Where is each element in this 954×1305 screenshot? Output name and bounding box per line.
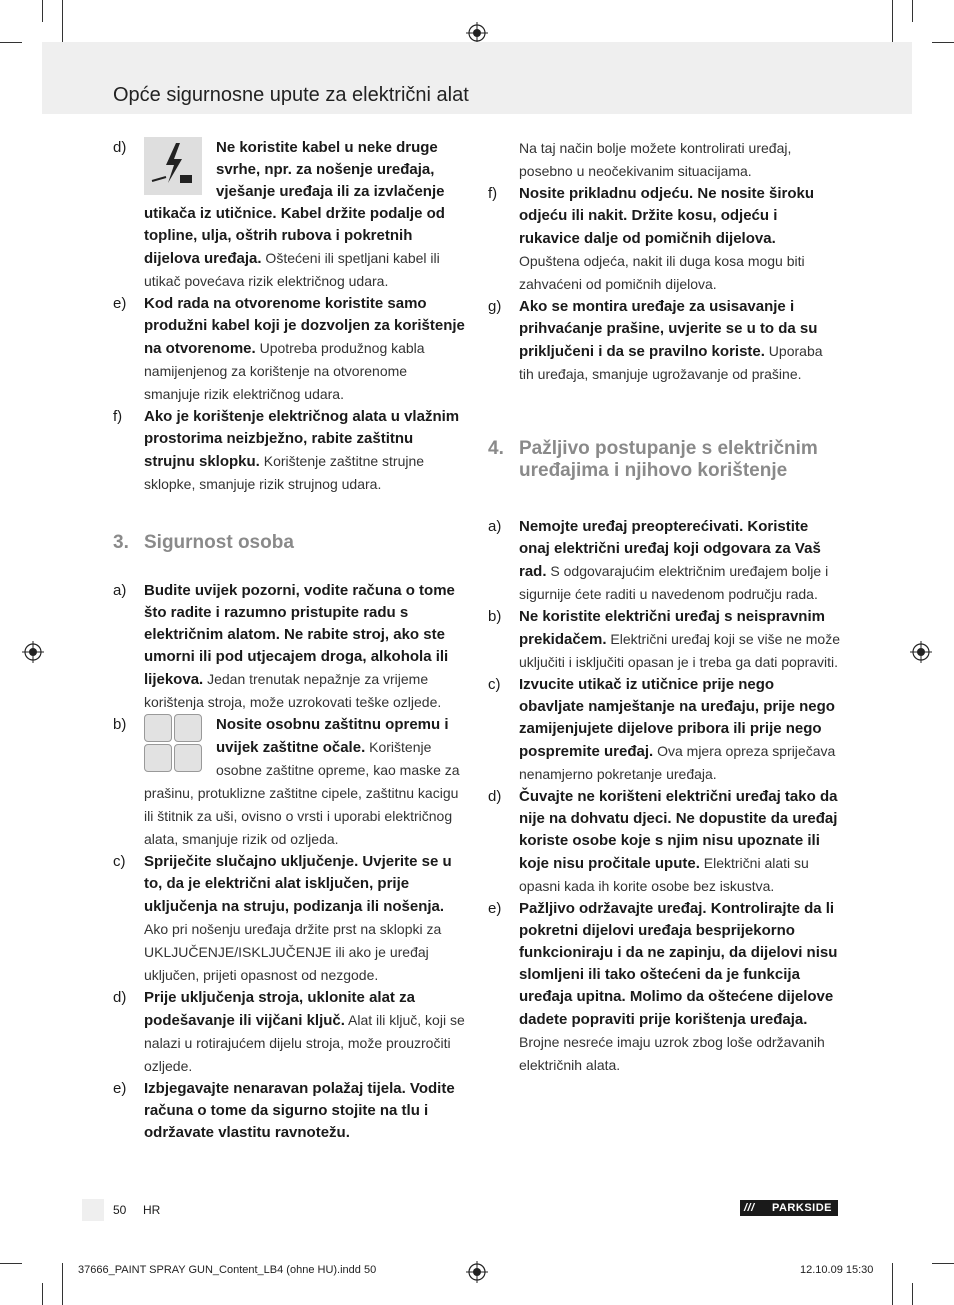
list-item (488, 674, 840, 786)
crop-mark (0, 1263, 22, 1264)
item-text: Alat ili ključ, koji se nalazi u rotirajućem dijelu stroja, može prouzročiti ozljede. (144, 1012, 465, 1074)
list-item (113, 293, 465, 406)
list-item (113, 406, 465, 496)
registration-mark-icon (466, 22, 488, 44)
item-bold-text: Pažljivo održavajte uređaj. Kontrolirajte da li pokretni dijelovi uređaja besprijekorno funkcioniraju i da ne zapinju, da dijelovi nisu slomljeni ili tako oštećeni da je funkcija uređaja upitna. Molimo da oštećene dijelove dadete popraviti prije korištenja uređaja. (519, 900, 838, 1028)
item-label: d) (113, 139, 127, 156)
crop-mark (42, 0, 43, 22)
item-label: f) (113, 408, 123, 425)
crop-mark (42, 1283, 43, 1305)
section-heading (488, 438, 840, 482)
crop-mark (62, 1263, 63, 1305)
parkside-logo (740, 1200, 838, 1216)
item-text: Korištenje zaštitne strujne sklopke, smanjuje rizik strujnog udara. (144, 453, 425, 492)
section-title: Sigurnost osoba (144, 532, 294, 553)
item-bold-text: Spriječite slučajno uključenje. Uvjerite se u to, da je električni alat isključen, prije uključenja na struju, podizanja ili nošenja. (144, 853, 452, 915)
item-label: a) (488, 518, 502, 535)
item-bold-text: Ne koristite električni uređaj s neispravnim prekidačem. (519, 608, 825, 648)
list-item (488, 296, 840, 386)
item-text: Jedan trenutak nepažnje za vrijeme korištenja stroja, može uzrokovati teške ozljede. (144, 671, 442, 710)
item-label: e) (488, 900, 502, 917)
item-text: Ako pri nošenju uređaja držite prst na sklopki za UKLJUČENJE/ISKLJUČENJE ili ako je uređaj uključen, prijeti opasnost od nezgode. (144, 921, 442, 983)
item-bold-text: Izbjegavajte nenaravan polažaj tijela. Vodite računa o tome da sigurno stojite na tlu i održavate vlastitu ravnotežu. (144, 1080, 455, 1141)
item-bold-text: Ne koristite kabel u neke druge svrhe, npr. za nošenje uređaja, vješanje uređaja ili za izvlačenje utikača iz utičnice. Kabel držite podalje od topline, ulja, oštrih rubova i pokretnih dijelova uređaja. (144, 139, 445, 267)
item-text: Električni alati su opasni kada ih korite osobe bez iskustva. (519, 855, 809, 894)
crop-mark (912, 0, 913, 22)
list-item (488, 898, 840, 1077)
registration-mark-icon (466, 1261, 488, 1283)
crop-mark (892, 0, 893, 42)
item-bold-text: Izvucite utikač iz utičnice prije nego obavljate namještanje na uređaju, prije nego zamijenjujete dijelove pribora ili prije nego pospremite uređaj. (519, 676, 835, 760)
item-label: e) (113, 295, 127, 312)
item-label: a) (113, 582, 127, 599)
item-bold-text: Kod rada na otvorenome koristite samo produžni kabel koji je dozvoljen za korištenje na otvorenome. (144, 295, 465, 357)
item-label: c) (113, 853, 126, 870)
section-heading (113, 532, 465, 554)
registration-mark-icon (22, 641, 44, 663)
item-label: d) (488, 788, 502, 805)
item-label: e) (113, 1080, 127, 1097)
list-item (113, 851, 465, 987)
protective-equipment-icon (144, 714, 202, 772)
item-bold-text: Nemojte uređaj preopterećivati. Koristite onaj električni uređaj koji odgovara za Vaš rad. (519, 518, 821, 580)
list-item (113, 987, 465, 1078)
item-label: b) (113, 716, 127, 733)
print-slug-file: 37666_PAINT SPRAY GUN_Content_LB4 (ohne HU).indd 50 (78, 1264, 377, 1276)
item-label: g) (488, 298, 502, 315)
list-item (488, 137, 840, 183)
list-item (113, 580, 465, 714)
item-text: S odgovarajućim električnim uređajem bolje i sigurnije ćete raditi u navedenom području rada. (519, 563, 829, 602)
page-title: Opće sigurnosne upute za električni alat (113, 84, 469, 106)
item-text: Oštećeni ili spetljani kabel ili utikač povećava rizik električnog udara. (144, 250, 440, 289)
item-text: Ova mjera opreza spriječava nenamjerno pokretanje uređaja. (519, 743, 836, 782)
item-label: c) (488, 676, 501, 693)
logo-text: PARKSIDE (771, 1202, 832, 1214)
item-bold-text: Nosite prikladnu odjeću. Ne nosite široku odjeću ili nakit. Držite kosu, odjeću i rukavice dalje od pomičnih dijelova. (519, 185, 815, 247)
list-item (488, 786, 840, 898)
footer-box (82, 1199, 104, 1221)
list-item (113, 1078, 465, 1144)
item-text: Korištenje osobne zaštitne opreme, kao maske za prašinu, protuklizne zaštitne cipele, zaštitnu kacigu ili štitnik za uši, ovisno o vrsti i uporabi električnog alata, smanjuje rizik od ozljeda. (144, 739, 460, 847)
section-number: 4. (488, 438, 504, 459)
item-bold-text: Čuvajte ne korišteni električni uređaj tako da nije na dohvatu djeci. Ne dopustite da uređaj koriste osobe koje s njim nisu upoznate ili koje nisu pročitale upute. (519, 788, 838, 872)
crop-mark (62, 0, 63, 42)
list-item (488, 183, 840, 296)
crop-mark (912, 1283, 913, 1305)
item-text: Opuštena odjeća, nakit ili duga kosa mogu biti zahvaćeni od pomičnih dijelova. (519, 253, 805, 292)
logo-stripes: /// (744, 1202, 755, 1214)
print-slug-date: 12.10.09 15:30 (800, 1264, 874, 1276)
item-bold-text: Budite uvijek pozorni, vodite računa o tome što radite i razumno pristupite radu s električnim alatom. Ne rabite stroj, ako ste umorni ili pod utjecajem droga, alkohola ili lijekova. (144, 582, 455, 688)
item-text: Uporaba tih uređaja, smanjuje ugrožavanje od prašine. (519, 343, 823, 382)
section-title: Pažljivo postupanje s električnim uređajima i njihovo korištenje (519, 438, 818, 481)
right-column (488, 137, 840, 1077)
crop-mark (932, 42, 954, 43)
electric-cable-warning-icon (144, 137, 202, 195)
registration-mark-icon (910, 641, 932, 663)
item-label: b) (488, 608, 502, 625)
item-bold-text: Ako se montira uređaje za usisavanje i prihvaćanje prašine, uvjerite se u to da su priključeni i da se pravilno koriste. (519, 298, 818, 360)
list-item (488, 516, 840, 606)
item-text: Brojne nesreće imaju uzrok zbog loše održavanih električnih alata. (519, 1034, 825, 1073)
section-number: 3. (113, 532, 129, 553)
item-bold-text: Nosite osobnu zaštitnu opremu i uvijek zaštitne očale. (216, 716, 449, 756)
item-label: f) (488, 185, 498, 202)
item-text: Upotreba produžnog kabla namijenjenog za korištenje na otvorenome smanjuje rizik električnog udara. (144, 340, 425, 402)
list-item (113, 137, 465, 293)
item-text: Na taj način bolje možete kontrolirati uređaj, posebno u neočekivanim situacijama. (519, 140, 792, 179)
page-number: 50 (113, 1203, 127, 1217)
item-bold-text: Ako je korištenje električnog alata u vlažnim prostorima neizbježno, rabite zaštitnu strujnu sklopku. (144, 408, 460, 470)
crop-mark (932, 1263, 954, 1264)
item-bold-text: Prije uključenja stroja, uklonite alat za podešavanje ili vijčani ključ. (144, 989, 415, 1029)
item-label: d) (113, 989, 127, 1006)
crop-mark (0, 42, 22, 43)
left-column (113, 137, 465, 1144)
item-text: Električni uređaj koji se više ne može uključiti i isključiti opasan je i treba ga dati popraviti. (519, 631, 840, 670)
language-code: HR (143, 1203, 161, 1217)
list-item (113, 714, 465, 851)
crop-mark (892, 1263, 893, 1305)
list-item (488, 606, 840, 674)
